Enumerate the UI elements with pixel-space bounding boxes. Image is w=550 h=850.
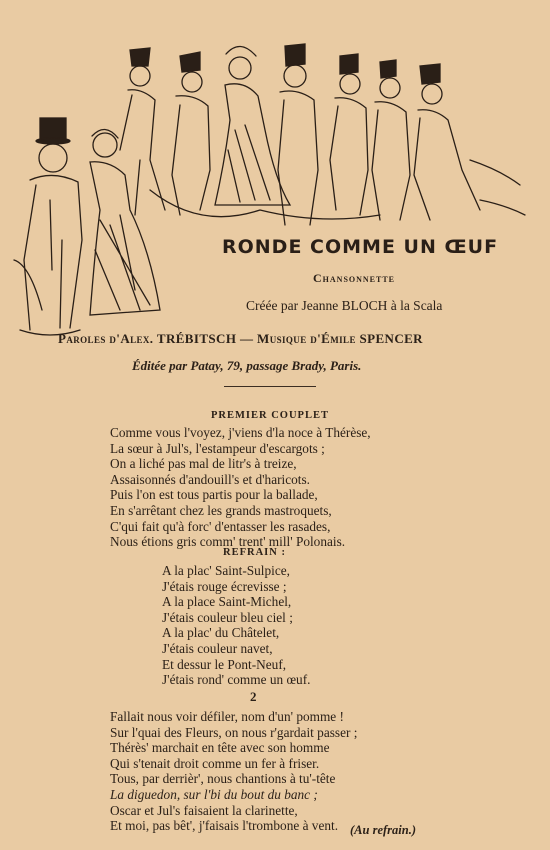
performer-credit: Créée par Jeanne BLOCH à la Scala: [246, 298, 443, 313]
authors-credit: Paroles d'Alex. TRÉBITSCH — Musique d'Émile SPENCER: [58, 331, 423, 346]
verse-line: Assaisonnés d'andouill's et d'haricots.: [110, 471, 310, 487]
refrain-line: J'étais rond' comme un œuf.: [162, 672, 311, 688]
publisher-line: Éditée par Patay, 79, passage Brady, Paris.: [132, 358, 362, 373]
verse-line: La sœur à Jul's, l'estampeur d'escargots ;: [110, 440, 325, 456]
verse-line: En s'arrêtant chez les grands mastroquets,: [110, 502, 332, 518]
refrain-line: J'étais couleur navet,: [162, 640, 273, 656]
verse-line: Nous étions gris comm' trent' mill' Polonais.: [110, 534, 346, 550]
verse-line: On a liché pas mal de litr's à treize,: [110, 456, 297, 472]
verse-line: Fallait nous voir défiler, nom d'un' pomme !: [110, 709, 344, 724]
refrain-cue: (Au refrain.): [350, 823, 416, 837]
divider-rule: [224, 386, 316, 387]
verse-line: Et moi, pas bêt', j'faisais l'trombone à vent.: [110, 818, 339, 834]
song-subtitle: Chansonnette: [313, 271, 396, 285]
refrain-heading: REFRAIN :: [223, 547, 286, 558]
verse-line: Oscar et Jul's faisaient la clarinette,: [110, 802, 298, 818]
verse-line: Comme vous l'voyez, j'viens d'la noce à Thérèse,: [110, 425, 371, 440]
couplet-number: 2: [250, 689, 257, 704]
refrain-line: Et dessur le Pont-Neuf,: [162, 656, 287, 672]
refrain-line: J'étais couleur bleu ciel ;: [162, 609, 293, 625]
refrain-line: J'étais rouge écrevisse ;: [162, 578, 287, 594]
verse-line: Puis l'on est tous partis pour la ballade,: [110, 487, 318, 503]
song-title: RONDE COMME UN ŒUF: [222, 236, 499, 258]
dancing-crowd-illustration: [0, 10, 550, 340]
verse-line: La diguedon, sur l'bi du bout du banc ;: [110, 786, 318, 802]
verse-line: Tous, par derrièr', nous chantions à tu'-tête: [110, 771, 336, 787]
verse-line: Thérès' marchait en tête avec son homme: [110, 740, 330, 756]
refrain-line: A la place Saint-Michel,: [162, 594, 292, 610]
couplet-2-stanza: [110, 709, 357, 834]
couplet-1-stanza: [110, 425, 371, 550]
verse-line: Sur l'quai des Fleurs, on nous r'gardait passer ;: [110, 724, 358, 740]
couplet-heading: PREMIER COUPLET: [211, 410, 329, 421]
verse-line: C'qui fait qu'à forc' d'entasser les rasades,: [110, 518, 331, 534]
refrain-stanza: [162, 563, 310, 688]
refrain-line: A la plac' du Châtelet,: [162, 625, 280, 641]
verse-line: Qui s'tenait droit comme un fer à friser.: [110, 755, 320, 771]
refrain-line: A la plac' Saint-Sulpice,: [162, 563, 290, 578]
